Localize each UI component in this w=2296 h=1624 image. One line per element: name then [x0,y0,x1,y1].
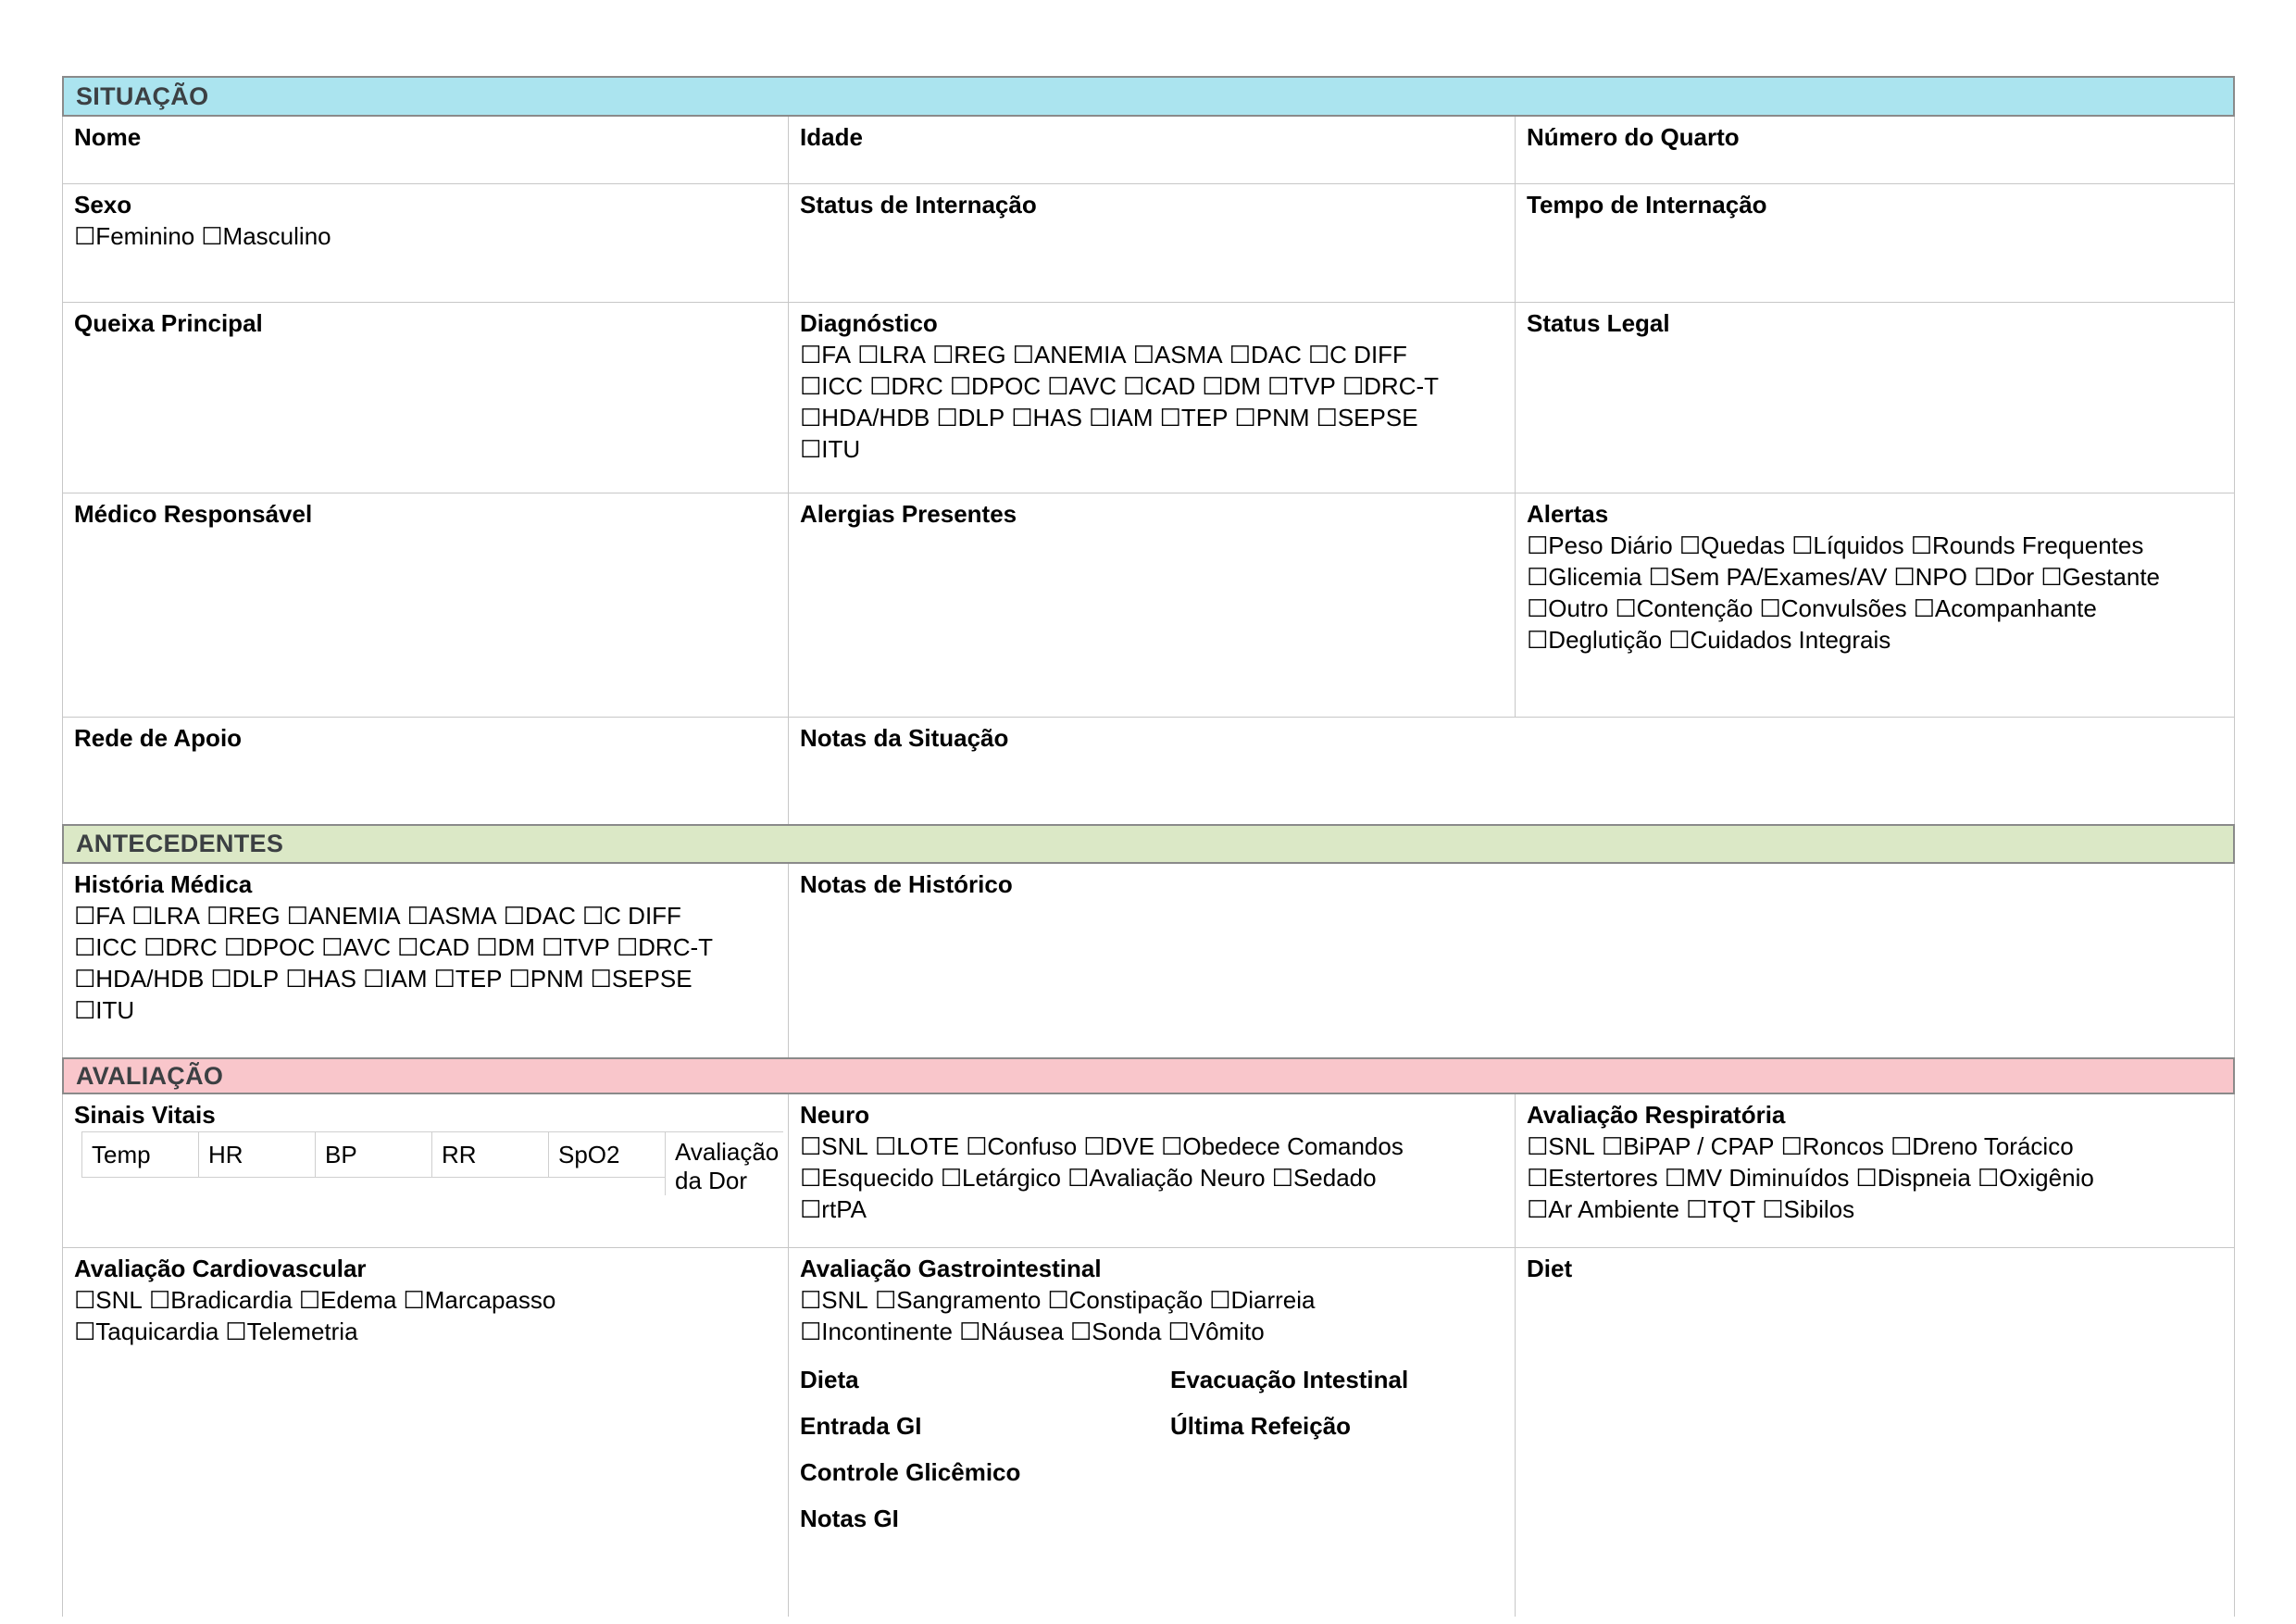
checkbox-line [74,994,779,1026]
field-sexo[interactable] [62,184,788,303]
row-sexo-status [62,184,2235,303]
field-label-idade: Idade [800,123,863,151]
checkbox-item[interactable]: ☐DVE [1083,1132,1155,1160]
field-status-internacao[interactable] [788,184,1515,303]
checkbox-item[interactable]: ☐Obedece Comandos [1161,1132,1404,1160]
field-label-entrada-gi[interactable]: Entrada GI [800,1412,922,1440]
checkbox-item[interactable]: ☐ICC [74,933,138,961]
checkbox-item[interactable]: ☐Líquidos [1791,531,1904,559]
checkbox-item[interactable]: ☐Outro [1527,594,1609,622]
checkbox-item[interactable]: ☐IAM [1089,404,1154,431]
checkbox-item[interactable]: ☐LRA [131,902,200,930]
field-notas-historico[interactable] [788,864,2235,1057]
checkbox-item[interactable]: ☐ANEMIA [286,902,401,930]
field-diagnostico[interactable] [788,303,1515,493]
checkbox-item[interactable]: ☐Náusea [958,1318,1064,1345]
checkbox-item[interactable]: ☐ICC [800,372,864,400]
checkbox-item[interactable]: ☐Glicemia [1527,563,1642,591]
checkbox-item[interactable]: ☐Taquicardia [74,1318,219,1345]
checkbox-item[interactable]: ☐ANEMIA [1012,341,1127,369]
field-tempo-internacao[interactable] [1515,184,2235,303]
checkbox-item[interactable]: ☐DM [1202,372,1261,400]
field-label-queixa: Queixa Principal [74,309,263,337]
checkbox-item[interactable]: ☐Confuso [966,1132,1078,1160]
field-label-ultima-refeicao[interactable]: Última Refeição [1170,1412,1352,1440]
checkbox-item[interactable]: ☐Constipação [1047,1286,1204,1314]
field-nome[interactable] [62,117,788,184]
checkbox-item[interactable]: ☐SNL [1527,1132,1595,1160]
checkbox-item[interactable]: ☐SEPSE [1316,404,1418,431]
checkbox-item[interactable]: ☐FA [74,902,126,930]
vitals-col-bp[interactable]: BP [315,1131,432,1178]
checkbox-item[interactable]: ☐NPO [1893,563,1967,591]
checkbox-item[interactable]: ☐Edema [298,1286,397,1314]
field-avaliacao-cardiovascular[interactable] [62,1248,788,1617]
checkbox-line [800,370,1505,402]
row-queixa-diagnostico [62,303,2235,493]
field-status-legal[interactable] [1515,303,2235,493]
checkbox-item[interactable]: ☐Deglutição [1527,626,1663,654]
checkbox-line [1527,561,2225,593]
checkbox-line-sexo [74,220,779,252]
field-label-diet: Diet [1527,1255,1573,1282]
field-idade[interactable] [788,117,1515,184]
checkbox-item[interactable]: ☐Acompanhante [1913,594,2097,622]
field-label-neuro: Neuro [800,1101,870,1129]
checkbox-line [1527,1131,2225,1162]
section-header-antecedentes [62,824,2235,864]
checkbox-line [1527,1193,2225,1225]
field-label-medico: Médico Responsável [74,500,313,528]
vitals-col-avaliacao-dor[interactable]: Avaliação da Dor [665,1131,783,1195]
checkbox-item[interactable]: ☐HDA/HDB [800,404,930,431]
row-rede-notas [62,718,2235,824]
field-label-alertas: Alertas [1527,500,1609,528]
checkbox-item[interactable]: ☐Cuidados Integrais [1668,626,1891,654]
checkbox-item[interactable]: ☐Estertores [1527,1164,1658,1192]
checkbox-line [800,339,1505,370]
checkbox-line [1527,624,2225,656]
field-medico-responsavel[interactable] [62,493,788,718]
field-alertas[interactable] [1515,493,2235,718]
checkbox-item[interactable]: ☐Esquecido [800,1164,934,1192]
row-identificacao [62,117,2235,184]
field-label-controle-glicemico[interactable]: Controle Glicêmico [800,1458,1021,1486]
checkbox-item[interactable]: ☐Ar Ambiente [1527,1195,1679,1223]
field-label-evacuacao-intestinal[interactable]: Evacuação Intestinal [1170,1366,1409,1393]
checkbox-item[interactable]: ☐Vômito [1167,1318,1265,1345]
checkbox-item[interactable]: ☐Sibilos [1762,1195,1855,1223]
field-label-sinais-vitais: Sinais Vitais [74,1101,216,1129]
checkbox-item[interactable]: ☐Feminino [74,222,195,250]
section-header-avaliacao [62,1057,2235,1094]
section-title-antecedentes: ANTECEDENTES [76,830,284,857]
checkbox-item[interactable]: ☐ITU [74,996,135,1024]
checkbox-item[interactable]: ☐ASMA [1132,341,1223,369]
checkbox-item[interactable]: ☐HAS [1011,404,1082,431]
checkbox-line [800,402,1505,433]
gi-subfield-row [800,1503,1505,1549]
checkbox-item[interactable]: ☐Quedas [1678,531,1786,559]
gi-subfield-row [800,1364,1505,1410]
checkbox-line [800,433,1505,465]
checkbox-line [74,1316,779,1347]
field-label-historia: História Médica [74,870,253,898]
row-cardio-gi-diet [62,1248,2235,1617]
checkbox-item[interactable]: ☐ASMA [406,902,497,930]
checkbox-item[interactable]: ☐FA [800,341,852,369]
checkbox-item[interactable]: ☐DLP [936,404,1005,431]
checkbox-item[interactable]: ☐Masculino [201,222,331,250]
checkbox-line [74,1284,779,1316]
field-label-diagnostico: Diagnóstico [800,309,938,337]
checkbox-item[interactable]: ☐Letárgico [940,1164,1062,1192]
vitals-col-hr[interactable]: HR [198,1131,316,1178]
field-label-numero-quarto: Número do Quarto [1527,123,1740,151]
field-sinais-vitais[interactable] [62,1094,788,1248]
field-label-alergias: Alergias Presentes [800,500,1017,528]
checkbox-item[interactable]: ☐Incontinente [800,1318,953,1345]
gi-subfields [800,1364,1505,1549]
checkbox-item[interactable]: ☐DAC [1229,341,1302,369]
field-label-notas-historico: Notas de Histórico [800,870,1013,898]
checkbox-line [74,963,779,994]
checkbox-item[interactable]: ☐Avaliação Neuro [1067,1164,1266,1192]
checkbox-item[interactable]: ☐HAS [285,965,356,993]
vitals-col-rr[interactable]: RR [431,1131,549,1178]
checkbox-item[interactable]: ☐PNM [1234,404,1310,431]
checkbox-item[interactable]: ☐DM [476,933,535,961]
field-label-notas-gi[interactable]: Notas GI [800,1505,899,1532]
handoff-form-table [62,76,2235,1617]
checkbox-item[interactable]: ☐DRC [144,933,218,961]
checkbox-item[interactable]: ☐DPOC [949,372,1042,400]
checkbox-item[interactable]: ☐HDA/HDB [74,965,205,993]
checkbox-item[interactable]: ☐Peso Diário [1527,531,1673,559]
checkbox-line [800,1131,1505,1162]
field-label-sexo: Sexo [74,191,132,219]
field-label-status-legal: Status Legal [1527,309,1670,337]
checkbox-item[interactable]: ☐Rounds Frequentes [1910,531,2144,559]
checkbox-item[interactable]: ☐Contenção [1615,594,1753,622]
checkbox-item[interactable]: ☐Sonda [1069,1318,1162,1345]
checkbox-item[interactable]: ☐SEPSE [590,965,693,993]
checkbox-item[interactable]: ☐TVP [541,933,610,961]
checkbox-item[interactable]: ☐ITU [800,435,861,463]
checkbox-item[interactable]: ☐TVP [1267,372,1336,400]
field-historia-medica[interactable] [62,864,788,1057]
checkbox-item[interactable]: ☐DAC [503,902,576,930]
checkbox-item[interactable]: ☐AVC [321,933,392,961]
section-title-avaliacao: AVALIAÇÃO [76,1061,224,1090]
checkbox-item[interactable]: ☐REG [932,341,1006,369]
checkbox-item[interactable]: ☐C DIFF [581,902,681,930]
checkbox-line [800,1316,1505,1347]
checkbox-item[interactable]: ☐Bradicardia [148,1286,293,1314]
checkbox-item[interactable]: ☐SNL [800,1132,868,1160]
checkbox-item[interactable]: ☐Sedado [1271,1164,1377,1192]
checkbox-item[interactable]: ☐C DIFF [1307,341,1407,369]
checkbox-item[interactable]: ☐DPOC [223,933,316,961]
field-label-status-internacao: Status de Internação [800,191,1037,219]
checkbox-item[interactable]: ☐TQT [1685,1195,1756,1223]
checkbox-item[interactable]: ☐PNM [508,965,584,993]
gi-subfield-row [800,1410,1505,1456]
field-numero-quarto[interactable] [1515,117,2235,184]
checkbox-item[interactable]: ☐Dreno Torácico [1890,1132,2074,1160]
checkbox-item[interactable]: ☐Diarreia [1209,1286,1316,1314]
checkbox-item[interactable]: ☐Sangramento [874,1286,1042,1314]
checkbox-item[interactable]: ☐IAM [363,965,428,993]
checkbox-item[interactable]: ☐Oxigênio [1977,1164,2094,1192]
checkbox-item[interactable]: ☐CAD [397,933,470,961]
field-queixa-principal[interactable] [62,303,788,493]
field-label-notas-situacao: Notas da Situação [800,724,1009,752]
checkbox-item[interactable]: ☐rtPA [800,1195,867,1223]
checkbox-item[interactable]: ☐Gestante [2040,563,2161,591]
checkbox-item[interactable]: ☐LRA [857,341,926,369]
checkbox-item[interactable]: ☐Dispneia [1855,1164,1971,1192]
checkbox-line [74,900,779,931]
row-medico-alergias-alertas [62,493,2235,718]
row-vitais-neuro-resp [62,1094,2235,1248]
field-label-dieta[interactable]: Dieta [800,1366,859,1393]
checkbox-item[interactable]: ☐DRC-T [616,933,714,961]
checkbox-line [74,931,779,963]
field-label-cardiovascular: Avaliação Cardiovascular [74,1255,367,1282]
section-title-situacao: SITUAÇÃO [76,81,209,110]
checkbox-line [1527,530,2225,561]
field-label-nome: Nome [74,123,142,151]
checkbox-item[interactable]: ☐TEP [433,965,503,993]
checkbox-item[interactable]: ☐SNL [800,1286,868,1314]
vitals-col-temp[interactable]: Temp [81,1131,199,1178]
checkbox-item[interactable]: ☐DRC [869,372,943,400]
field-label-gastrointestinal: Avaliação Gastrointestinal [800,1255,1102,1282]
field-neuro[interactable] [788,1094,1515,1248]
field-label-tempo-internacao: Tempo de Internação [1527,191,1767,219]
checkbox-line [1527,1162,2225,1193]
checkbox-item[interactable]: ☐Roncos [1780,1132,1884,1160]
checkbox-line [1527,593,2225,624]
checkbox-item[interactable]: ☐CAD [1123,372,1196,400]
checkbox-item[interactable]: ☐TEP [1159,404,1229,431]
field-avaliacao-respiratoria[interactable] [1515,1094,2235,1248]
checkbox-item[interactable]: ☐BiPAP / CPAP [1601,1132,1775,1160]
checkbox-item[interactable]: ☐LOTE [874,1132,960,1160]
checkbox-item[interactable]: ☐Dor [1973,563,2035,591]
checkbox-item[interactable]: ☐DRC-T [1341,372,1440,400]
checkbox-item[interactable]: ☐Marcapasso [403,1286,556,1314]
vitals-col-spo2[interactable]: SpO2 [548,1131,666,1178]
checkbox-item[interactable]: ☐REG [206,902,281,930]
checkbox-item[interactable]: ☐DLP [210,965,280,993]
checkbox-item[interactable]: ☐AVC [1047,372,1117,400]
field-rede-apoio[interactable] [62,718,788,824]
field-alergias[interactable] [788,493,1515,718]
gi-subfield-row [800,1456,1505,1503]
section-header-situacao [62,76,2235,117]
field-label-respiratoria: Avaliação Respiratória [1527,1101,1786,1129]
vitals-table [81,1131,788,1195]
row-historia [62,864,2235,1057]
checkbox-line [800,1162,1505,1193]
field-notas-situacao[interactable] [788,718,2235,824]
field-avaliacao-gastrointestinal[interactable] [788,1248,1515,1617]
checkbox-line [800,1193,1505,1225]
field-label-rede-apoio: Rede de Apoio [74,724,243,752]
checkbox-item[interactable]: ☐Telemetria [225,1318,358,1345]
checkbox-line [800,1284,1505,1316]
checkbox-item[interactable]: ☐SNL [74,1286,143,1314]
checkbox-item[interactable]: ☐MV Diminuídos [1664,1164,1850,1192]
field-diet[interactable] [1515,1248,2235,1617]
checkbox-item[interactable]: ☐Sem PA/Exames/AV [1648,563,1888,591]
checkbox-item[interactable]: ☐Convulsões [1759,594,1907,622]
